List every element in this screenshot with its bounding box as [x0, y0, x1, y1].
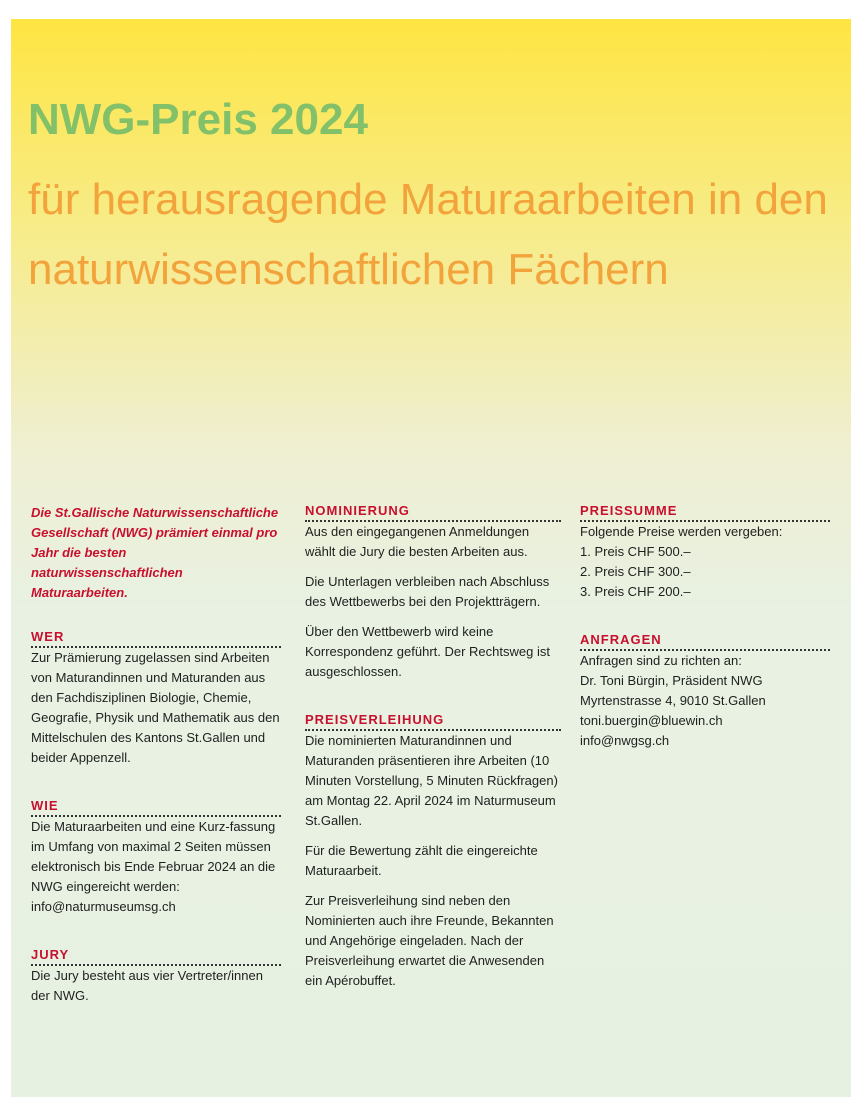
section-preissumme [580, 503, 830, 602]
section-preisverleihung [305, 712, 561, 991]
column-right [580, 503, 830, 751]
anfragen-line: Myrtenstrasse 4, 9010 St.Gallen [580, 693, 766, 708]
preissumme-line: Folgende Preise werden vergeben: [580, 524, 783, 539]
page-title: NWG-Preis 2024 [28, 95, 368, 144]
anfragen-line: Anfragen sind zu richten an: [580, 653, 742, 668]
section-wie [31, 798, 281, 917]
nominierung-paragraph: Aus den eingegangenen Anmeldungen wählt die Jury die besten Arbeiten aus. [305, 524, 530, 559]
section-heading-wie: WIE [31, 798, 281, 817]
column-middle [305, 503, 561, 991]
section-text-wer: Zur Prämierung zugelassen sind Arbeiten von Maturandinnen und Maturanden aus den Fachdisziplinen Biologie, Chemie, Geografie, Physik und Mathematik aus den Mittelschulen des Kantons St.Gallen und beider Appenzell. [31, 650, 280, 765]
preisverleihung-paragraph: Zur Preisverleihung sind neben den Nominierten auch ihre Freunde, Bekannten und Angehörige eingeladen. Nach der Preisverleihung erwartet die Anwesenden ein Apérobuffet. [305, 893, 554, 988]
section-text-wie: Die Maturaarbeiten und eine Kurz-fassung im Umfang von maximal 2 Seiten müssen elektronisch bis Ende Februar 2024 an die NWG eingereicht werden: info@naturmuseumsg.ch [31, 819, 276, 914]
preissumme-line: 1. Preis CHF 500.– [580, 544, 691, 559]
anfragen-email-link[interactable]: info@nwgsg.ch [580, 733, 670, 748]
section-heading-preisverleihung: PREISVERLEIHUNG [305, 712, 561, 731]
preissumme-line: 3. Preis CHF 200.– [580, 584, 691, 599]
preissumme-line: 2. Preis CHF 300.– [580, 564, 691, 579]
poster [11, 19, 851, 1097]
preisverleihung-paragraph: Die nominierten Maturandinnen und Maturanden präsentieren ihre Arbeiten (10 Minuten Vorstellung, 5 Minuten Rückfragen) am Montag 22. April 2024 im Naturmuseum St.Gallen. [305, 733, 558, 828]
nominierung-paragraph: Die Unterlagen verbleiben nach Abschluss des Wettbewerbs bei den Projektträgern. [305, 574, 550, 609]
anfragen-line: Dr. Toni Bürgin, Präsident NWG [580, 673, 763, 688]
section-heading-preissumme: PREISSUMME [580, 503, 830, 522]
preisverleihung-paragraph: Für die Bewertung zählt die eingereichte Maturaarbeit. [305, 843, 538, 878]
section-heading-jury: JURY [31, 947, 281, 966]
section-jury [31, 947, 281, 1006]
section-heading-nominierung: NOMINIERUNG [305, 503, 561, 522]
page-subtitle: für herausragende Maturaarbeiten in den naturwissenschaftlichen Fächern [28, 175, 828, 294]
section-anfragen [580, 632, 830, 751]
column-left [31, 503, 281, 1006]
anfragen-email-link[interactable]: toni.buergin@bluewin.ch [580, 713, 723, 728]
intro-text: Die St.Gallische Naturwissenschaftliche Gesellschaft (NWG) prämiert einmal pro Jahr die besten naturwissenschaftlichen Maturaarbeiten. [31, 505, 279, 600]
nominierung-paragraph: Über den Wettbewerb wird keine Korrespondenz geführt. Der Rechtsweg ist ausgeschlossen. [305, 624, 550, 679]
section-text-jury: Die Jury besteht aus vier Vertreter/innen der NWG. [31, 968, 263, 1003]
section-wer [31, 629, 281, 768]
section-heading-anfragen: ANFRAGEN [580, 632, 830, 651]
section-heading-wer: WER [31, 629, 281, 648]
section-nominierung [305, 503, 561, 682]
